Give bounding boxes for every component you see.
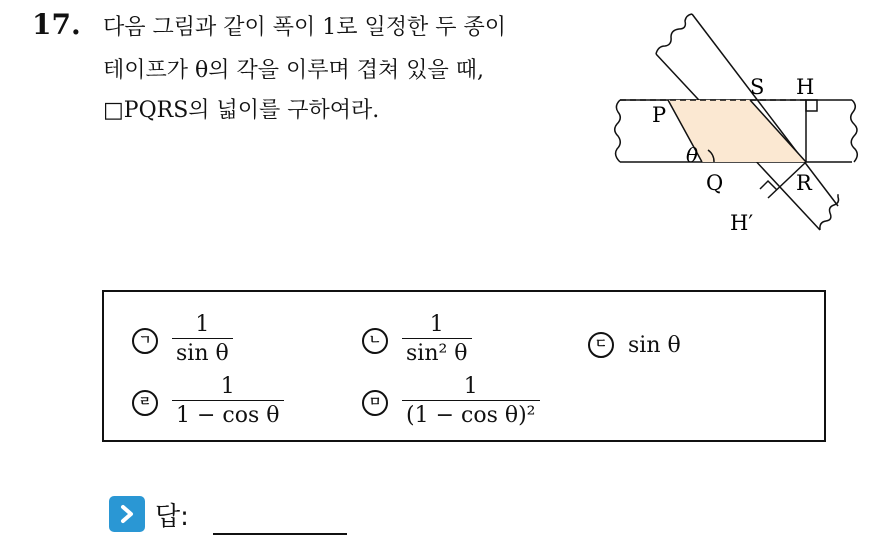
choice-a-denominator: sin θ	[176, 341, 229, 366]
choice-e-fraction	[402, 374, 540, 431]
choice-a-numerator: 1	[195, 312, 210, 337]
label-h: H	[796, 75, 815, 99]
choice-b[interactable]	[362, 312, 472, 369]
choice-a[interactable]	[132, 312, 233, 369]
right-angle-mark-h-prime	[760, 181, 777, 190]
label-theta: θ	[686, 143, 699, 167]
choice-d-mark: ㄹ	[132, 390, 158, 416]
label-s: S	[750, 75, 765, 99]
tape-overlap-figure	[600, 10, 870, 250]
choice-d[interactable]	[132, 374, 284, 431]
choice-c[interactable]	[588, 332, 681, 358]
choice-d-fraction	[172, 374, 284, 431]
choice-d-numerator: 1	[220, 374, 235, 399]
label-p: P	[652, 103, 667, 127]
choice-e-numerator: 1	[463, 374, 478, 399]
choice-b-mark: ㄴ	[362, 328, 388, 354]
choice-a-fraction	[172, 312, 233, 369]
choice-b-denominator: sin² θ	[406, 341, 468, 366]
choice-c-mark: ㄷ	[588, 332, 614, 358]
tape1-left-torn-edge	[615, 100, 621, 162]
choice-b-numerator: 1	[429, 312, 444, 337]
chevron-right-icon	[109, 496, 145, 532]
label-h-prime: H′	[730, 211, 754, 235]
right-angle-mark-h	[806, 100, 817, 111]
answer-input-line[interactable]	[213, 493, 347, 535]
choice-a-mark: ㄱ	[132, 328, 158, 354]
choice-e[interactable]	[362, 374, 540, 431]
answer-row	[109, 493, 347, 535]
tape2-bottom-torn-edge	[820, 195, 839, 230]
label-q: Q	[706, 171, 724, 195]
question-text-line-3: □PQRS의 넓이를 구하여라.	[103, 98, 380, 123]
tape1-right-torn-edge	[851, 100, 858, 162]
question-text-line-2: 테이프가 θ의 각을 이루며 겹쳐 있을 때,	[103, 58, 484, 83]
choice-d-denominator: 1 − cos θ	[176, 403, 280, 428]
question-number: 17.	[32, 8, 81, 41]
choice-e-mark: ㅁ	[362, 390, 388, 416]
label-r: R	[796, 171, 812, 195]
question-text-line-1: 다음 그림과 같이 폭이 1로 일정한 두 종이	[103, 15, 506, 40]
choice-b-fraction	[402, 312, 472, 369]
choice-c-text: sin θ	[628, 332, 681, 358]
tape2-top-torn-edge	[656, 14, 692, 54]
answer-choices-box	[102, 290, 826, 442]
choice-e-denominator: (1 − cos θ)²	[406, 403, 536, 428]
answer-label: 답:	[155, 501, 189, 532]
